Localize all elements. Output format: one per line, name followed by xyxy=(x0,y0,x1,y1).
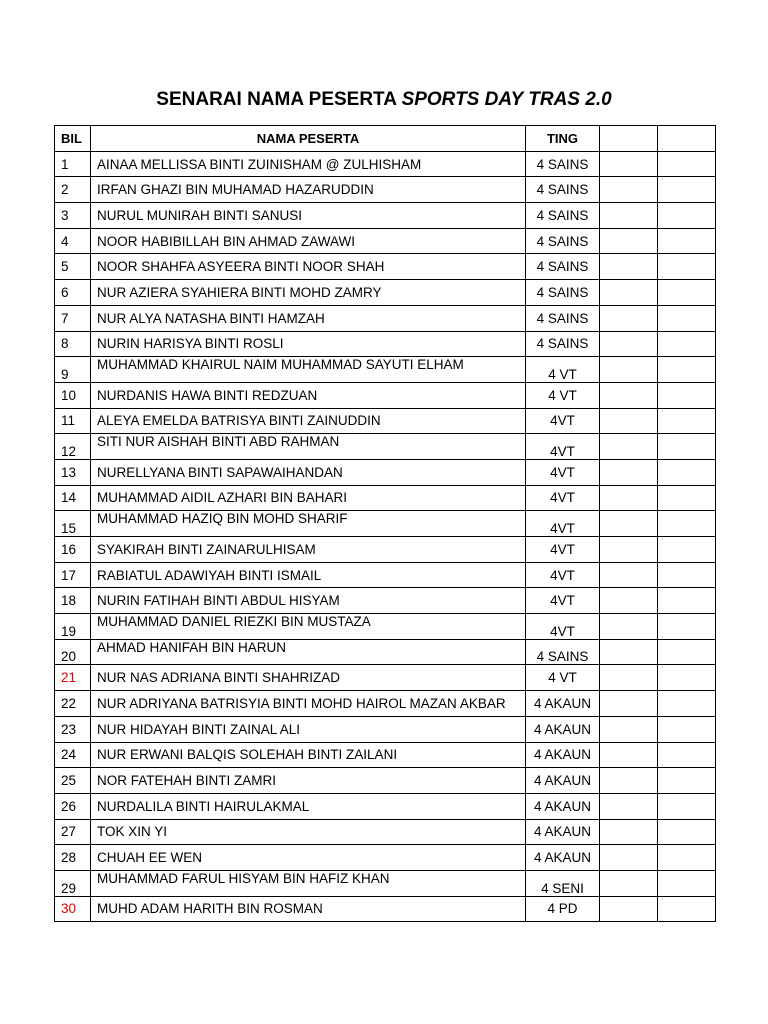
row-number: 8 xyxy=(55,331,91,357)
row-number: 13 xyxy=(55,459,91,485)
participant-name: CHUAH EE WEN xyxy=(91,845,526,871)
empty-cell xyxy=(658,819,716,845)
empty-cell xyxy=(600,434,658,460)
row-number: 21 xyxy=(55,665,91,691)
participant-name: MUHAMMAD FARUL HISYAM BIN HAFIZ KHAN xyxy=(91,870,526,896)
participant-name: NURIN HARISYA BINTI ROSLI xyxy=(91,331,526,357)
row-number: 18 xyxy=(55,588,91,614)
form-class: 4VT xyxy=(526,459,600,485)
table-row xyxy=(55,691,716,717)
form-class: 4VT xyxy=(526,537,600,563)
empty-cell xyxy=(658,357,716,383)
row-number: 25 xyxy=(55,768,91,794)
form-class: 4 PD xyxy=(526,896,600,922)
row-number: 23 xyxy=(55,716,91,742)
empty-cell xyxy=(658,177,716,203)
row-number: 20 xyxy=(55,639,91,665)
row-number: 30 xyxy=(55,896,91,922)
empty-cell xyxy=(658,331,716,357)
empty-cell xyxy=(658,896,716,922)
table-row xyxy=(55,768,716,794)
empty-cell xyxy=(658,203,716,229)
row-number: 19 xyxy=(55,614,91,640)
form-class: 4 SAINS xyxy=(526,254,600,280)
participant-name: RABIATUL ADAWIYAH BINTI ISMAIL xyxy=(91,562,526,588)
table-row xyxy=(55,665,716,691)
form-class: 4 SAINS xyxy=(526,639,600,665)
participant-name: IRFAN GHAZI BIN MUHAMAD HAZARUDDIN xyxy=(91,177,526,203)
table-row xyxy=(55,203,716,229)
empty-cell xyxy=(600,716,658,742)
participant-name: NURELLYANA BINTI SAPAWAIHANDAN xyxy=(91,459,526,485)
table-row xyxy=(55,639,716,665)
empty-cell xyxy=(600,793,658,819)
form-class: 4 SAINS xyxy=(526,203,600,229)
table-row xyxy=(55,357,716,383)
form-class: 4 SAINS xyxy=(526,228,600,254)
form-class: 4 VT xyxy=(526,357,600,383)
participant-name: NURDANIS HAWA BINTI REDZUAN xyxy=(91,382,526,408)
row-number: 15 xyxy=(55,511,91,537)
form-class: 4 SAINS xyxy=(526,280,600,306)
empty-cell xyxy=(600,819,658,845)
empty-cell xyxy=(658,665,716,691)
form-class: 4 SENI xyxy=(526,870,600,896)
participant-name: NUR ALYA NATASHA BINTI HAMZAH xyxy=(91,305,526,331)
table-row xyxy=(55,588,716,614)
table-row xyxy=(55,793,716,819)
participant-name: ALEYA EMELDA BATRISYA BINTI ZAINUDDIN xyxy=(91,408,526,434)
participant-name: TOK XIN YI xyxy=(91,819,526,845)
table-row xyxy=(55,151,716,177)
form-class: 4 SAINS xyxy=(526,331,600,357)
empty-cell xyxy=(600,768,658,794)
participant-name: NUR ADRIYANA BATRISYIA BINTI MOHD HAIROL MAZAN AKBAR xyxy=(91,691,526,717)
participant-name: MUHAMMAD DANIEL RIEZKI BIN MUSTAZA xyxy=(91,614,526,640)
empty-cell xyxy=(658,742,716,768)
table-row xyxy=(55,562,716,588)
row-number: 27 xyxy=(55,819,91,845)
empty-cell xyxy=(658,588,716,614)
empty-cell xyxy=(658,305,716,331)
row-number: 26 xyxy=(55,793,91,819)
participant-name: NUR AZIERA SYAHIERA BINTI MOHD ZAMRY xyxy=(91,280,526,306)
participant-table xyxy=(54,125,716,922)
empty-cell xyxy=(600,511,658,537)
empty-cell xyxy=(600,691,658,717)
empty-cell xyxy=(658,382,716,408)
form-class: 4 AKAUN xyxy=(526,819,600,845)
header-bil: BIL xyxy=(55,126,91,152)
table-row xyxy=(55,177,716,203)
table-row xyxy=(55,819,716,845)
empty-cell xyxy=(658,485,716,511)
table-row xyxy=(55,511,716,537)
empty-cell xyxy=(600,203,658,229)
row-number: 16 xyxy=(55,537,91,563)
participant-name: MUHAMMAD AIDIL AZHARI BIN BAHARI xyxy=(91,485,526,511)
table-row xyxy=(55,537,716,563)
form-class: 4 AKAUN xyxy=(526,691,600,717)
form-class: 4 AKAUN xyxy=(526,768,600,794)
empty-cell xyxy=(658,716,716,742)
participant-name: NUR HIDAYAH BINTI ZAINAL ALI xyxy=(91,716,526,742)
empty-cell xyxy=(600,537,658,563)
table-body xyxy=(55,151,716,922)
empty-cell xyxy=(658,691,716,717)
row-number: 5 xyxy=(55,254,91,280)
form-class: 4 AKAUN xyxy=(526,845,600,871)
empty-cell xyxy=(600,408,658,434)
empty-cell xyxy=(600,151,658,177)
header-nama-peserta: NAMA PESERTA xyxy=(91,126,526,152)
table-header-row xyxy=(55,126,716,152)
empty-cell xyxy=(600,588,658,614)
form-class: 4VT xyxy=(526,511,600,537)
row-number: 7 xyxy=(55,305,91,331)
table-row xyxy=(55,434,716,460)
form-class: 4VT xyxy=(526,408,600,434)
table-row xyxy=(55,305,716,331)
row-number: 3 xyxy=(55,203,91,229)
form-class: 4VT xyxy=(526,588,600,614)
empty-cell xyxy=(658,537,716,563)
form-class: 4VT xyxy=(526,614,600,640)
empty-cell xyxy=(658,280,716,306)
table-row xyxy=(55,614,716,640)
table-row xyxy=(55,459,716,485)
table-row xyxy=(55,280,716,306)
row-number: 11 xyxy=(55,408,91,434)
table-row xyxy=(55,254,716,280)
table-row xyxy=(55,228,716,254)
form-class: 4 AKAUN xyxy=(526,716,600,742)
participant-name: AHMAD HANIFAH BIN HARUN xyxy=(91,639,526,665)
participant-name: NURDALILA BINTI HAIRULAKMAL xyxy=(91,793,526,819)
row-number: 22 xyxy=(55,691,91,717)
empty-cell xyxy=(600,459,658,485)
title-main: SENARAI NAMA PESERTA xyxy=(156,89,402,110)
header-empty-column-2 xyxy=(658,126,716,152)
empty-cell xyxy=(600,742,658,768)
form-class: 4 SAINS xyxy=(526,177,600,203)
table-row xyxy=(55,408,716,434)
empty-cell xyxy=(658,870,716,896)
empty-cell xyxy=(658,228,716,254)
participant-name: NUR NAS ADRIANA BINTI SHAHRIZAD xyxy=(91,665,526,691)
participant-name: MUHAMMAD HAZIQ BIN MOHD SHARIF xyxy=(91,511,526,537)
row-number: 17 xyxy=(55,562,91,588)
empty-cell xyxy=(600,614,658,640)
row-number: 28 xyxy=(55,845,91,871)
empty-cell xyxy=(600,845,658,871)
empty-cell xyxy=(600,665,658,691)
empty-cell xyxy=(600,177,658,203)
empty-cell xyxy=(600,382,658,408)
participant-name: AINAA MELLISSA BINTI ZUINISHAM @ ZULHISHAM xyxy=(91,151,526,177)
empty-cell xyxy=(658,614,716,640)
table-row xyxy=(55,845,716,871)
header-ting: TING xyxy=(526,126,600,152)
header-empty-column-1 xyxy=(600,126,658,152)
participant-name: NURUL MUNIRAH BINTI SANUSI xyxy=(91,203,526,229)
participant-name: NUR ERWANI BALQIS SOLEHAH BINTI ZAILANI xyxy=(91,742,526,768)
row-number: 12 xyxy=(55,434,91,460)
row-number: 4 xyxy=(55,228,91,254)
participant-name: SYAKIRAH BINTI ZAINARULHISAM xyxy=(91,537,526,563)
participant-name: NURIN FATIHAH BINTI ABDUL HISYAM xyxy=(91,588,526,614)
empty-cell xyxy=(658,845,716,871)
table-row xyxy=(55,331,716,357)
empty-cell xyxy=(600,639,658,665)
participant-name: MUHAMMAD KHAIRUL NAIM MUHAMMAD SAYUTI ELHAM xyxy=(91,357,526,383)
row-number: 14 xyxy=(55,485,91,511)
empty-cell xyxy=(600,254,658,280)
empty-cell xyxy=(600,357,658,383)
row-number: 6 xyxy=(55,280,91,306)
empty-cell xyxy=(600,280,658,306)
row-number: 24 xyxy=(55,742,91,768)
empty-cell xyxy=(658,562,716,588)
participant-name: NOOR SHAHFA ASYEERA BINTI NOOR SHAH xyxy=(91,254,526,280)
empty-cell xyxy=(600,305,658,331)
row-number: 9 xyxy=(55,357,91,383)
empty-cell xyxy=(658,793,716,819)
participant-name: SITI NUR AISHAH BINTI ABD RAHMAN xyxy=(91,434,526,460)
form-class: 4VT xyxy=(526,434,600,460)
table-row xyxy=(55,896,716,922)
table-row xyxy=(55,742,716,768)
title-event-name: SPORTS DAY TRAS 2.0 xyxy=(401,89,612,110)
form-class: 4VT xyxy=(526,485,600,511)
table-row xyxy=(55,716,716,742)
empty-cell xyxy=(658,639,716,665)
participant-name: MUHD ADAM HARITH BIN ROSMAN xyxy=(91,896,526,922)
participant-name: NOOR HABIBILLAH BIN AHMAD ZAWAWI xyxy=(91,228,526,254)
form-class: 4 VT xyxy=(526,382,600,408)
form-class: 4 SAINS xyxy=(526,305,600,331)
empty-cell xyxy=(600,485,658,511)
form-class: 4 AKAUN xyxy=(526,793,600,819)
row-number: 1 xyxy=(55,151,91,177)
table-row xyxy=(55,382,716,408)
empty-cell xyxy=(658,434,716,460)
table-row xyxy=(55,485,716,511)
empty-cell xyxy=(658,254,716,280)
row-number: 10 xyxy=(55,382,91,408)
empty-cell xyxy=(658,459,716,485)
empty-cell xyxy=(658,151,716,177)
form-class: 4 SAINS xyxy=(526,151,600,177)
form-class: 4 VT xyxy=(526,665,600,691)
form-class: 4 AKAUN xyxy=(526,742,600,768)
document-title xyxy=(0,88,768,112)
empty-cell xyxy=(658,408,716,434)
empty-cell xyxy=(658,511,716,537)
empty-cell xyxy=(600,331,658,357)
empty-cell xyxy=(600,228,658,254)
empty-cell xyxy=(658,768,716,794)
row-number: 29 xyxy=(55,870,91,896)
empty-cell xyxy=(600,870,658,896)
form-class: 4VT xyxy=(526,562,600,588)
row-number: 2 xyxy=(55,177,91,203)
participant-name: NOR FATEHAH BINTI ZAMRI xyxy=(91,768,526,794)
empty-cell xyxy=(600,896,658,922)
table-row xyxy=(55,870,716,896)
empty-cell xyxy=(600,562,658,588)
